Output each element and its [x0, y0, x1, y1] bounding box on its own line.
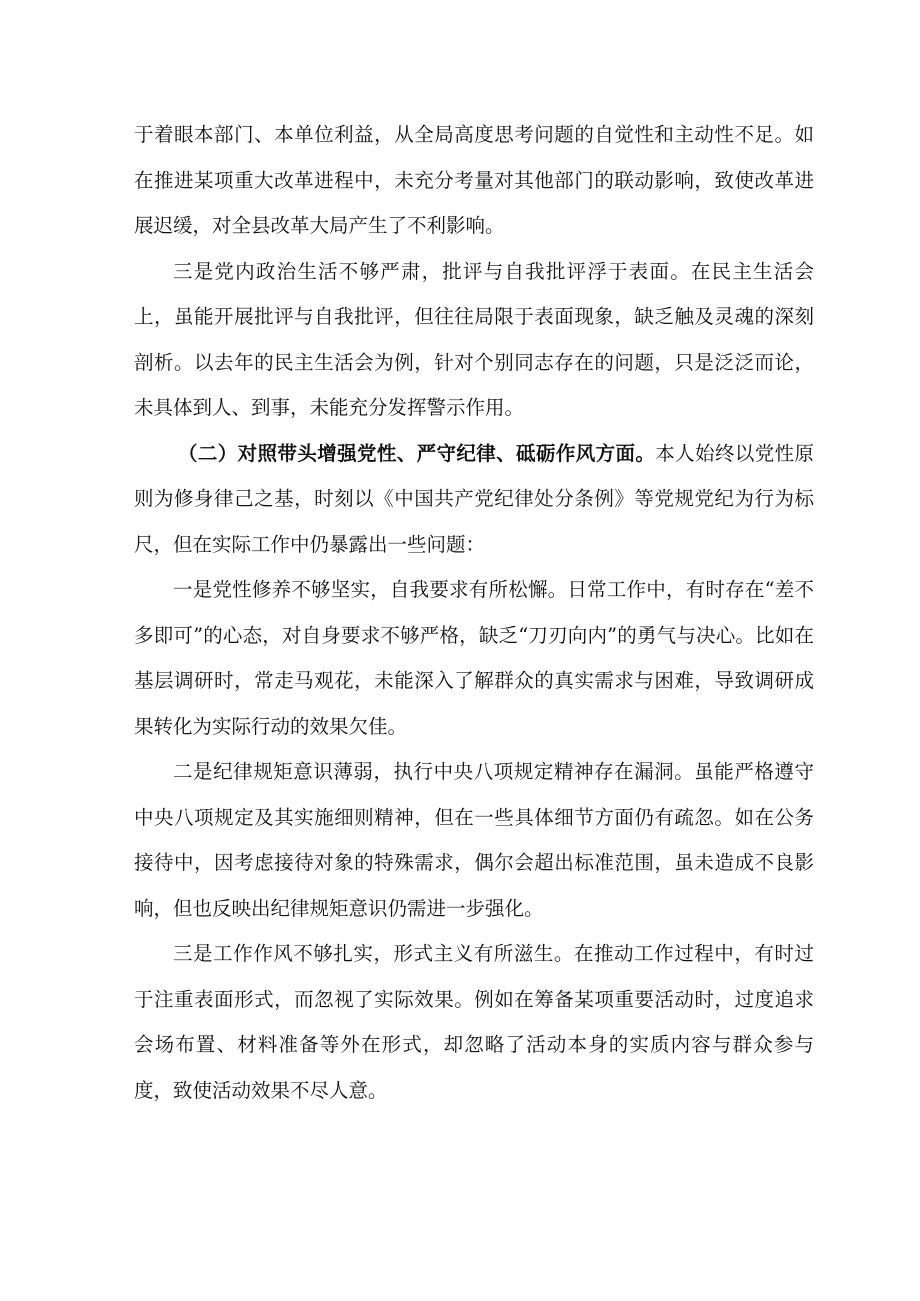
paragraph-discipline: 二是纪律规矩意识薄弱，执行中央八项规定精神存在漏洞。虽能严格遵守中央八项规定及其实施细则精神，但在一些具体细节方面仍有疏忽。如在公务接待中，因考虑接待对象的特殊需求，偶尔会超出标准范围，虽未造成不良影响，但也反映出纪律规矩意识仍需进一步强化。 [134, 760, 814, 920]
paragraph-continuation: 于着眼本部门、本单位利益，从全局高度思考问题的自觉性和主动性不足。如在推进某项重大改革进程中，未充分考量对其他部门的联动影响，致使改革进展迟缓，对全县改革大局产生了不利影响。 [134, 123, 814, 237]
section-heading: （二）对照带头增强党性、严守纪律、砥砺作风方面。 [178, 441, 656, 465]
section-intro-text: 本人始终以党性原则为修身律己之基，时刻以《中国共产党纪律处分条例》等党规党纪为行为标尺，但在实际工作中仍暴露出一些问题： [134, 441, 814, 556]
document-body [134, 112, 814, 1113]
paragraph-political-life: 三是党内政治生活不够严肃，批评与自我批评浮于表面。在民主生活会上，虽能开展批评与自我批评，但往往局限于表面现象，缺乏触及灵魂的深刻剖析。以去年的民主生活会为例，针对个别同志存在的问题，只是泛泛而论，未具体到人、到事，未能充分发挥警示作用。 [134, 259, 814, 419]
paragraph-section-two [134, 431, 814, 568]
paragraph-work-style: 三是工作作风不够扎实，形式主义有所滋生。在推动工作过程中，有时过于注重表面形式，而忽视了实际效果。例如在筹备某项重要活动时，过度追求会场布置、材料准备等外在形式，却忽略了活动本身的实质内容与群众参与度，致使活动效果不尽人意。 [134, 942, 814, 1102]
paragraph-party-spirit: 一是党性修养不够坚实，自我要求有所松懈。日常工作中，有时存在“差不多即可”的心态，对自身要求不够严格，缺乏“刀刃向内”的勇气与决心。比如在基层调研时，常走马观花，未能深入了解群众的真实需求与困难，导致调研成果转化为实际行动的效果欠佳。 [134, 578, 814, 738]
